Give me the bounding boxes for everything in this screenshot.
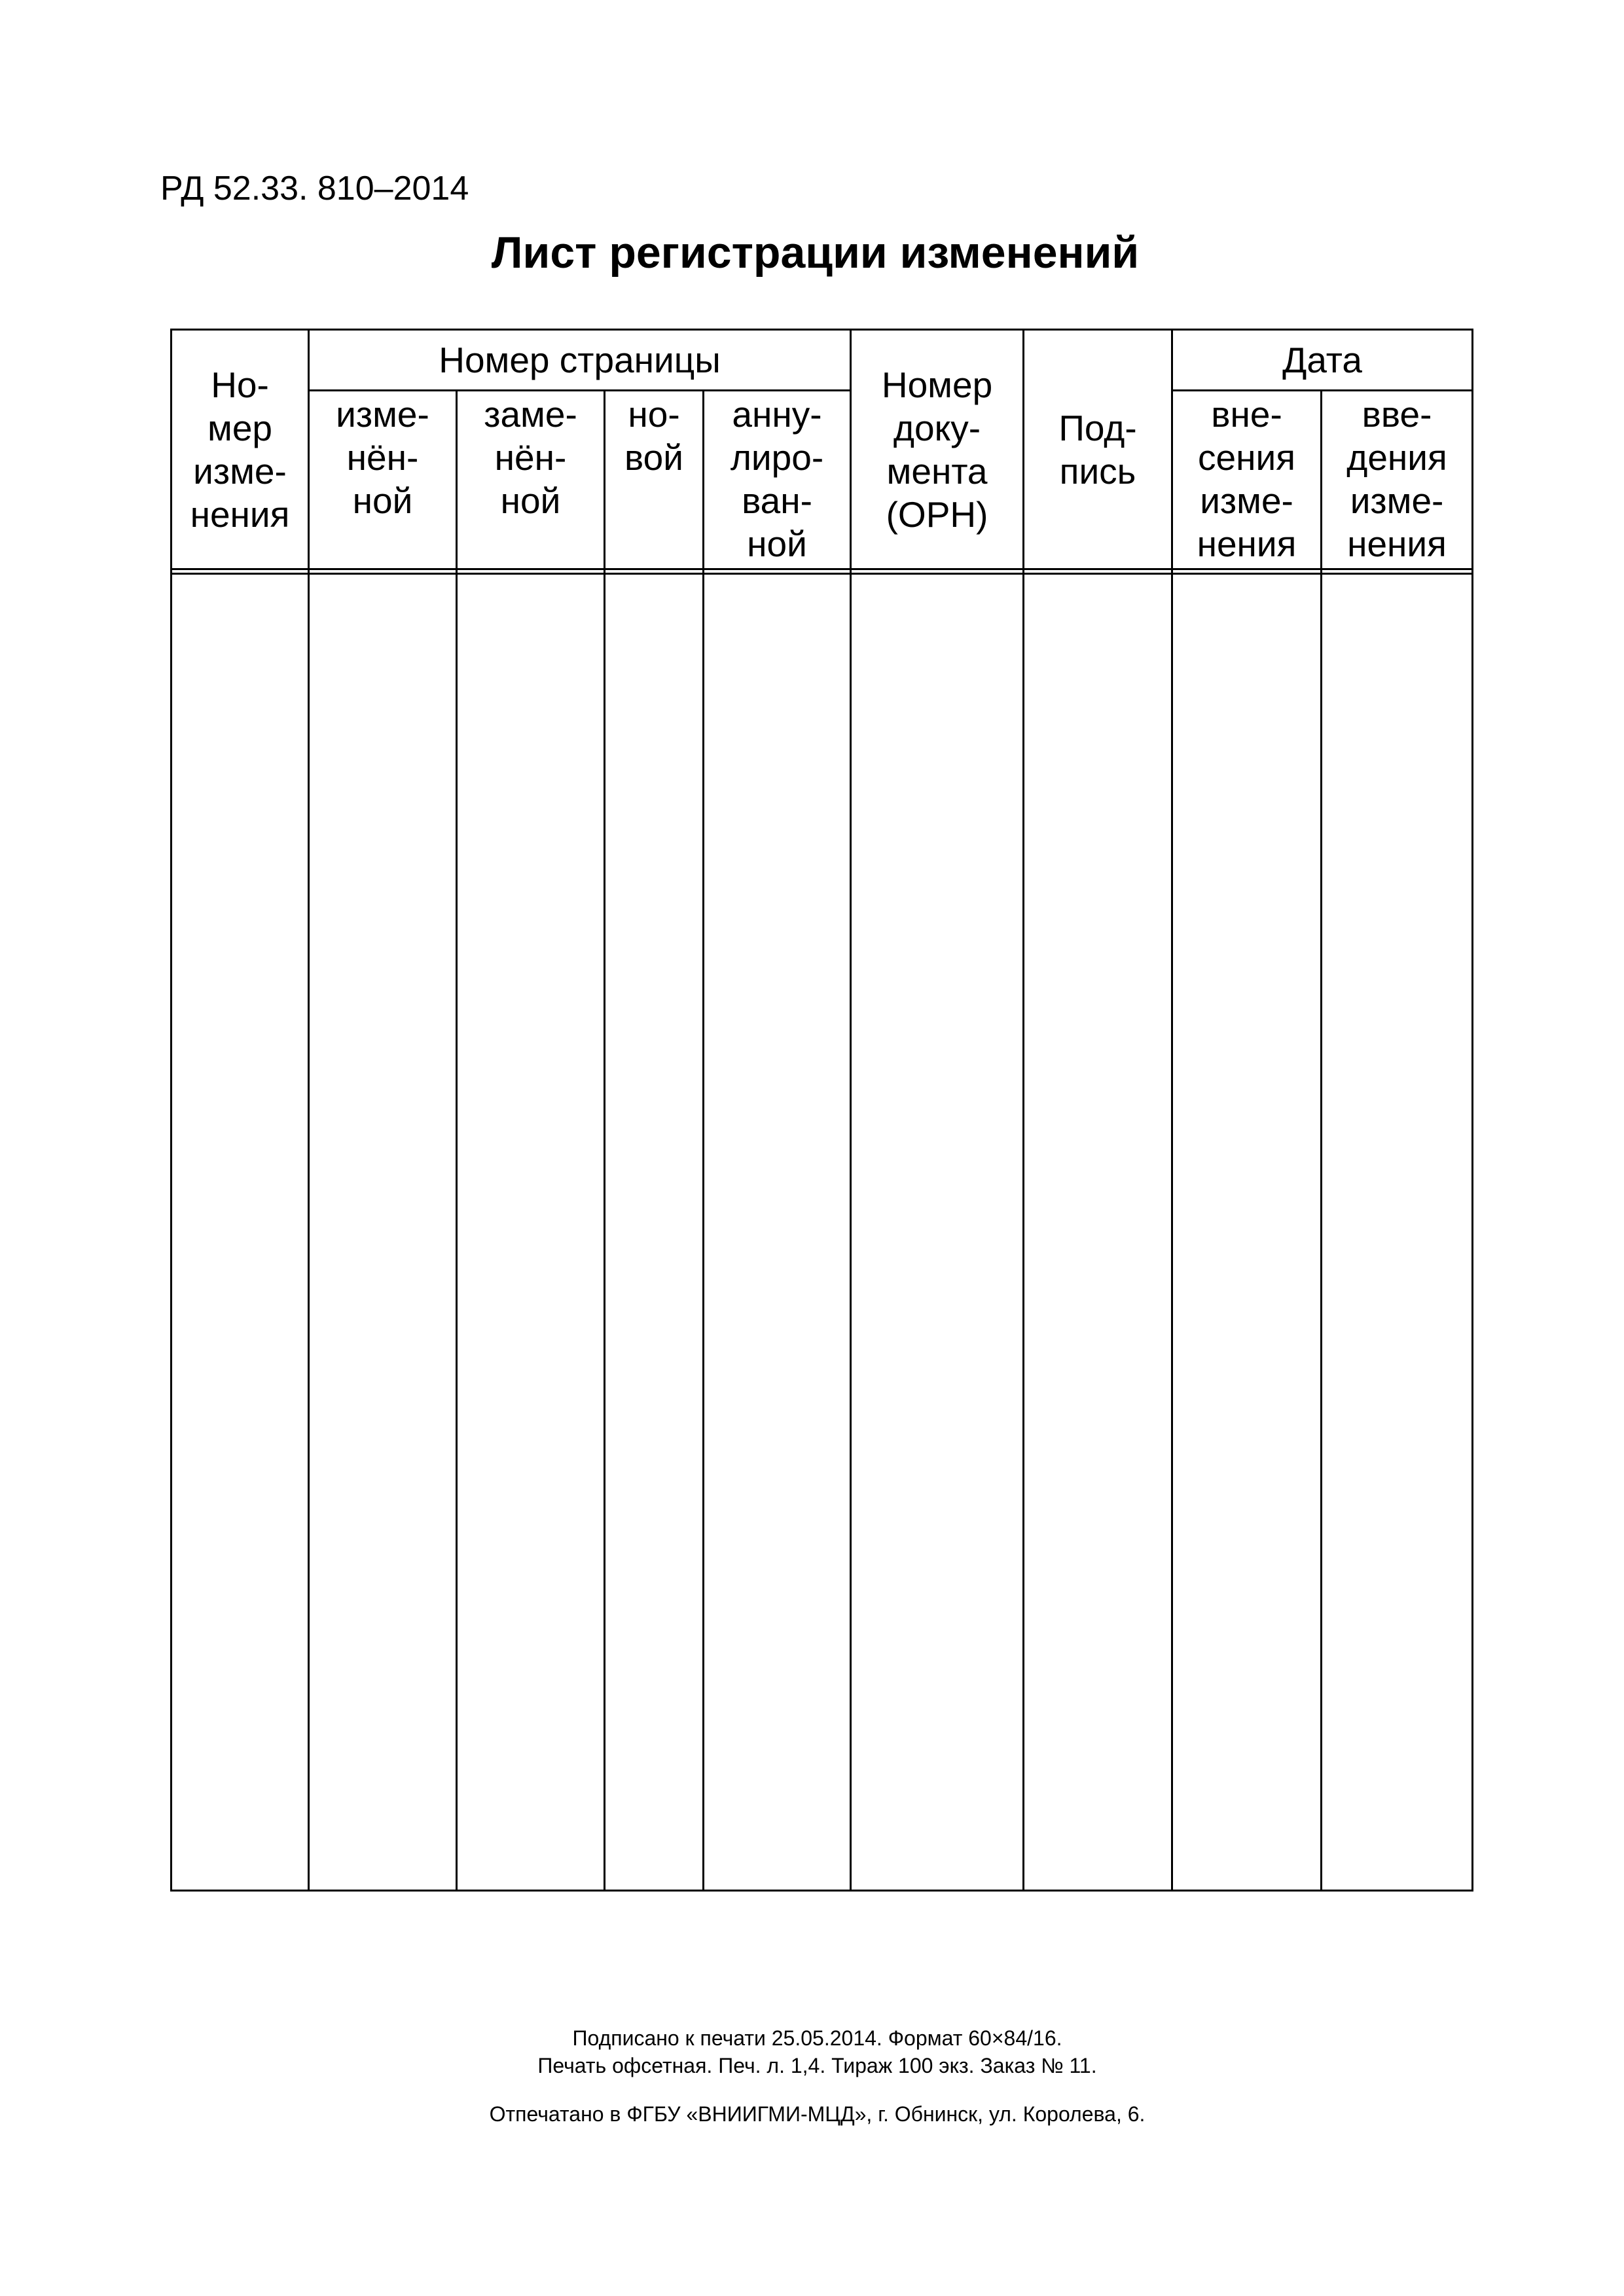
table-cell[interactable] <box>457 574 605 1891</box>
header-line: ной <box>352 480 413 521</box>
header-line: изме- <box>336 394 429 435</box>
table-cell <box>309 569 457 574</box>
header-line: пись <box>1059 450 1136 492</box>
header-cancelled-page <box>704 391 851 569</box>
header-change-number <box>171 330 309 569</box>
header-signature <box>1024 330 1172 569</box>
header-line: ной <box>747 524 807 564</box>
table-cell <box>704 569 851 574</box>
header-line: Номер <box>881 364 993 405</box>
header-line: изме- <box>1200 480 1293 521</box>
table-cell <box>851 569 1024 574</box>
table-cell[interactable] <box>851 574 1024 1891</box>
table-cell[interactable] <box>171 574 309 1891</box>
header-line: изме- <box>1350 480 1444 521</box>
table-cell <box>1024 569 1172 574</box>
header-line: мента <box>886 450 988 492</box>
table-cell <box>1322 569 1473 574</box>
header-line: но- <box>628 394 680 435</box>
header-line: Но- <box>211 364 269 405</box>
table-cell <box>171 569 309 574</box>
header-line: вой <box>624 437 683 478</box>
table-row <box>171 574 1473 1891</box>
header-line: дения <box>1346 437 1447 478</box>
header-page-number-group: Номер страницы <box>309 330 851 391</box>
change-registration-table <box>170 329 1473 1892</box>
table-cell <box>457 569 605 574</box>
table-cell[interactable] <box>1322 574 1473 1891</box>
header-line: ной <box>500 480 561 521</box>
imprint-printed-by: Отпечатано в ФГБУ «ВНИИГМИ-МЦД», г. Обнинск, ул. Королева, 6. <box>489 2102 1146 2126</box>
header-date-entry <box>1172 391 1322 569</box>
header-replaced-page <box>457 391 605 569</box>
table-cell[interactable] <box>704 574 851 1891</box>
table-cell <box>605 569 704 574</box>
header-date-effective <box>1322 391 1473 569</box>
header-line: сения <box>1198 437 1295 478</box>
header-line: нения <box>1197 524 1297 564</box>
header-line: нения <box>190 493 290 535</box>
header-changed-page <box>309 391 457 569</box>
header-line: анну- <box>732 394 822 435</box>
header-line: вне- <box>1211 394 1282 435</box>
header-line: доку- <box>893 407 981 448</box>
header-line: нения <box>1347 524 1447 564</box>
table-cell[interactable] <box>309 574 457 1891</box>
document-code: РД 52.33. 810–2014 <box>160 170 469 207</box>
header-line: изме- <box>193 450 287 492</box>
table-cell <box>1172 569 1322 574</box>
header-line: Под- <box>1058 407 1137 448</box>
page-title: Лист регистрации изменений <box>491 228 1140 278</box>
header-line: мер <box>208 407 272 448</box>
header-line: нён- <box>346 437 419 478</box>
header-date-group: Дата <box>1172 330 1473 391</box>
header-line: (ОРН) <box>886 493 988 535</box>
header-line: заме- <box>484 394 577 435</box>
header-new-page <box>605 391 704 569</box>
header-line: ван- <box>742 480 812 521</box>
table-cell[interactable] <box>605 574 704 1891</box>
imprint-signed-to-print: Подписано к печати 25.05.2014. Формат 60×84/16. <box>572 2026 1062 2050</box>
header-line: нён- <box>494 437 567 478</box>
header-line: вве- <box>1362 394 1432 435</box>
header-line: лиро- <box>730 437 824 478</box>
table-cell[interactable] <box>1024 574 1172 1891</box>
table-cell[interactable] <box>1172 574 1322 1891</box>
imprint-print-details: Печать офсетная. Печ. л. 1,4. Тираж 100 экз. Заказ № 11. <box>537 2054 1097 2077</box>
header-document-number <box>851 330 1024 569</box>
